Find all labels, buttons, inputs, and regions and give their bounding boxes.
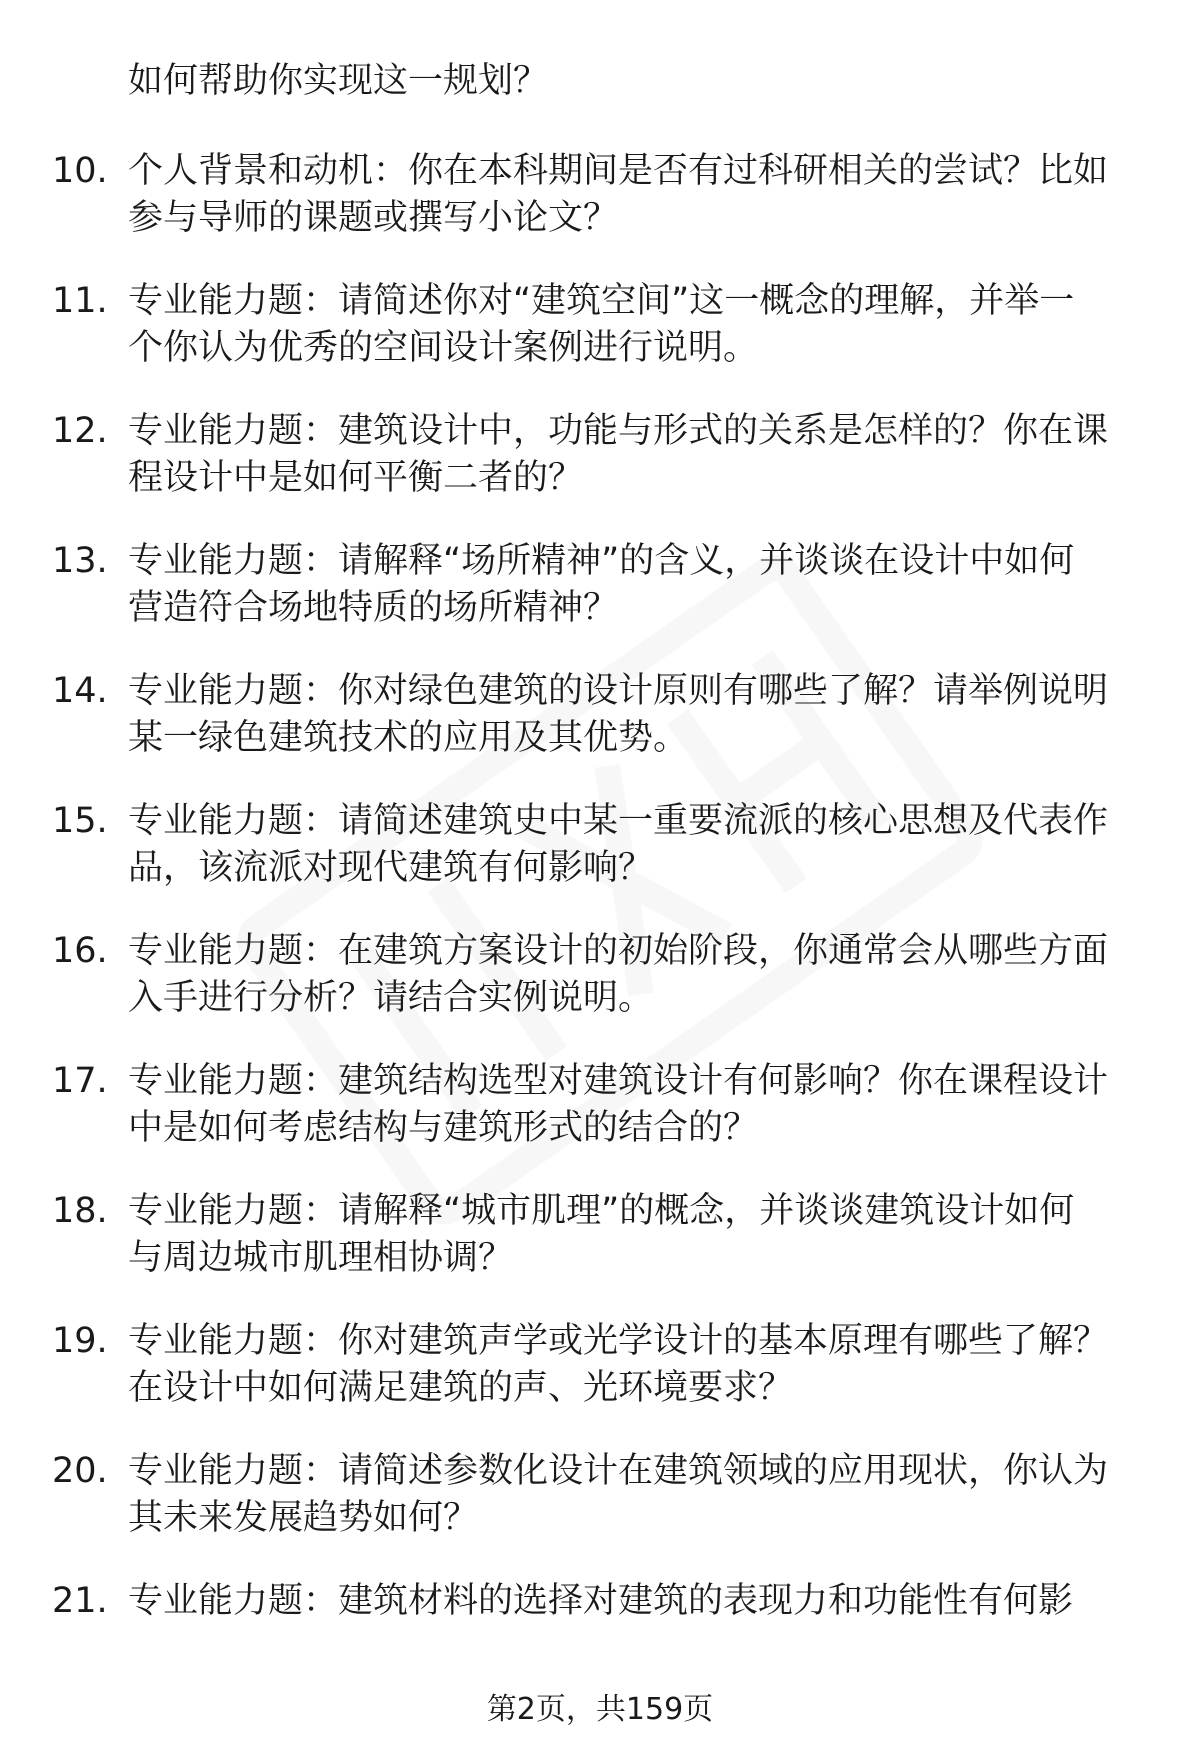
list-item <box>0 1318 1200 1412</box>
list-item <box>0 1578 1200 1672</box>
list-item <box>0 148 1200 242</box>
item-text-line: 专业能力题：你对绿色建筑的设计原则有哪些了解？请举例说明 <box>128 671 1109 711</box>
item-number: 10. <box>52 151 108 191</box>
item-text-line: 入手进行分析？请结合实例说明。 <box>128 978 654 1018</box>
list-item <box>0 668 1200 762</box>
item-text-line: 专业能力题：请解释“城市肌理”的概念，并谈谈建筑设计如何 <box>128 1191 1075 1231</box>
list-item <box>0 1448 1200 1542</box>
item-number: 12. <box>52 411 108 451</box>
item-number: 18. <box>52 1191 108 1231</box>
item-text-line: 程设计中是如何平衡二者的？ <box>128 458 584 498</box>
list-item <box>0 798 1200 892</box>
item-text-line: 专业能力题：建筑材料的选择对建筑的表现力和功能性有何影 <box>128 1581 1074 1621</box>
item-text-line: 专业能力题：建筑结构选型对建筑设计有何影响？你在课程设计 <box>128 1061 1109 1101</box>
item-text-line: 个你认为优秀的空间设计案例进行说明。 <box>128 328 759 368</box>
page-number: 第2页，共159页 <box>486 1692 714 1727</box>
item-number: 16. <box>52 931 108 971</box>
item-text-line: 专业能力题：请简述参数化设计在建筑领域的应用现状，你认为 <box>128 1451 1109 1491</box>
item-number: 14. <box>52 671 108 711</box>
item-number: 11. <box>52 281 108 321</box>
item-text-line: 在设计中如何满足建筑的声、光环境要求？ <box>128 1368 794 1408</box>
item-text-line: 与周边城市肌理相协调？ <box>128 1238 514 1278</box>
item-text-line: 专业能力题：在建筑方案设计的初始阶段，你通常会从哪些方面 <box>128 931 1109 971</box>
item-number: 13. <box>52 541 108 581</box>
item-text-line: 专业能力题：请简述你对“建筑空间”这一概念的理解，并举一 <box>128 281 1075 321</box>
item-number: 21. <box>52 1581 108 1621</box>
item-text-line: 其未来发展趋势如何？ <box>128 1498 479 1538</box>
item-text-line: 营造符合场地特质的场所精神？ <box>128 588 619 628</box>
list-item <box>0 538 1200 632</box>
list-item <box>0 1188 1200 1282</box>
list-item <box>0 278 1200 372</box>
item-number: 15. <box>52 801 108 841</box>
list-item <box>0 408 1200 502</box>
item-number: 19. <box>52 1321 108 1361</box>
question-list <box>0 58 1200 1708</box>
item-text-line: 专业能力题：你对建筑声学或光学设计的基本原理有哪些了解？ <box>128 1321 1109 1361</box>
item-text-line: 专业能力题：请解释“场所精神”的含义，并谈谈在设计中如何 <box>128 541 1075 581</box>
item-text-line: 参与导师的课题或撰写小论文？ <box>128 198 619 238</box>
item-text-line: 个人背景和动机：你在本科期间是否有过科研相关的尝试？比如 <box>128 151 1109 191</box>
list-item <box>0 928 1200 1022</box>
item-text-line: 某一绿色建筑技术的应用及其优势。 <box>128 718 689 758</box>
item-text-line: 专业能力题：建筑设计中，功能与形式的关系是怎样的？你在课 <box>128 411 1109 451</box>
item-text-line: 专业能力题：请简述建筑史中某一重要流派的核心思想及代表作 <box>128 801 1109 841</box>
list-item <box>0 1058 1200 1152</box>
item-number: 17. <box>52 1061 108 1101</box>
item-text-line: 中是如何考虑结构与建筑形式的结合的？ <box>128 1108 759 1148</box>
continuation-text: 如何帮助你实现这一规划？ <box>128 61 549 101</box>
item-number: 20. <box>52 1451 108 1491</box>
item-text-line: 品，该流派对现代建筑有何影响？ <box>128 848 654 888</box>
